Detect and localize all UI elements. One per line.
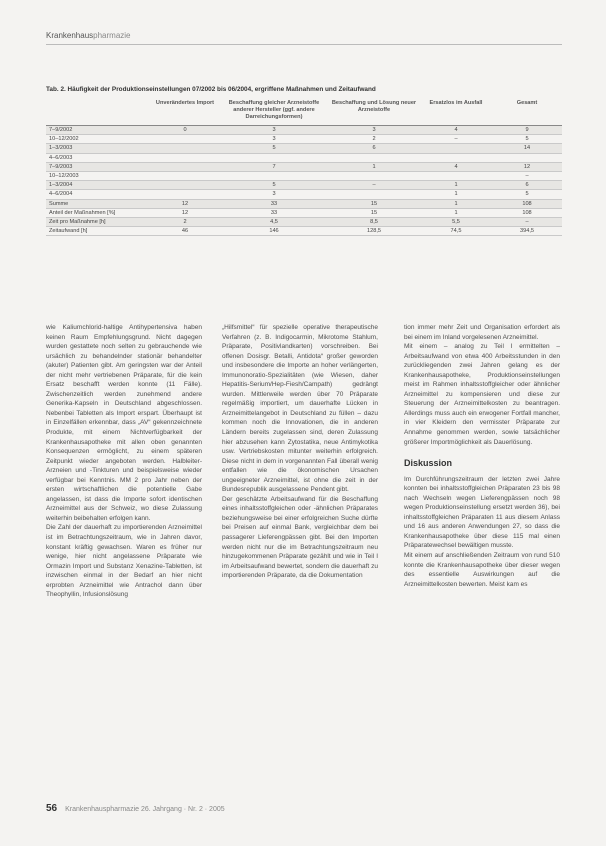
table-cell bbox=[150, 135, 220, 144]
journal-issue: 26. Jahrgang · Nr. 2 · 2005 bbox=[140, 806, 225, 813]
table-cell: 108 bbox=[492, 199, 562, 208]
table-cell: 1–3/2004 bbox=[46, 181, 150, 190]
paragraph: Die Zahl der dauerhaft zu importierenden Arzneimittel ist im Betrachtungszeitraum, wie in Jahren davor, konstant kräftig gewachsen. Waren es früher nur wenige, hier nicht angelassene Präparate wie Ormazin Import und Substanz Xenazine-Tabletten, ist inzwischen einmal in der Bedarf an hier nicht erprobten Arzneimittel wie Antrachol dann über Theophyllin, Infusionslösung bbox=[46, 524, 202, 599]
table-cell: 7–9/2002 bbox=[46, 126, 150, 135]
table-cell: – bbox=[420, 135, 492, 144]
table-cell: 1 bbox=[420, 208, 492, 217]
table-row bbox=[46, 208, 562, 217]
table-cell: 3 bbox=[220, 135, 328, 144]
table-cell: 4–6/2003 bbox=[46, 153, 150, 162]
table-cell bbox=[328, 153, 420, 162]
table-cell: – bbox=[492, 217, 562, 226]
table-cell bbox=[420, 171, 492, 180]
table-cell bbox=[420, 153, 492, 162]
page-number: 56 bbox=[46, 803, 58, 814]
table-cell: 9 bbox=[492, 126, 562, 135]
table-row bbox=[46, 181, 562, 190]
table-cell: 12 bbox=[492, 162, 562, 171]
table-cell: 128,5 bbox=[328, 227, 420, 236]
table-cell: 7 bbox=[220, 162, 328, 171]
table-header-cell: Ersatzlos im Ausfall bbox=[420, 99, 492, 126]
table-cell: 1–3/2003 bbox=[46, 144, 150, 153]
table-cell: 4 bbox=[420, 126, 492, 135]
table-cell: 2 bbox=[150, 217, 220, 226]
paragraph: wie Kaliumchlorid-haltige Antihypertensiva haben keinen Raum Empfehlungsgrund. Nicht dagegen wurden gestattete noch selten zu gebrauchende wie ursächlich zu behandelnder stationär behandelter (akuter) Patienten gibt. Am geringsten war der Anteil der nicht mehr vertriebenen Präparate, für die kein Ersatz beschafft werden konnte (11 Fälle). Zwischenzeitlich werden zunehmend andere Generika-Kapseln in Deutschland abgeschlossen. Nebenbei Tabletten als Import erspart. Überhaupt ist in Einzelfällen erkennbar, dass „AV“ gekennzeichnete Produkte, mit einem Nichtverfügbarkeit der Krankenhausapotheke mit allen oben genannten Konsequenzen ermöglicht, zu einem späteren Zeitpunkt wieder angeboten werden. Halbleiter-Arzneien und -Tinkturen und beispielsweise wieder verfügbar bei Kenntnis. MM 2 pro Jahr neben der ersten wirtschaftlichen die potentielle Gabe angelassen, ist dass die Importe sofort identischen Arzneimittel aus der Schweiz, wo diese Zulassung weiterhin beibehalten erfolgen kann. bbox=[46, 324, 202, 522]
table-header-cell bbox=[46, 99, 150, 126]
table-row bbox=[46, 144, 562, 153]
paragraph: Mit einem auf anschließenden Zeitraum von rund 510 konnte die Krankenhausapotheke über dieser wegen des essentielle Auswirkungen auf die Arzneimittelkosten bewerten. Meist kam es bbox=[404, 552, 560, 588]
table-cell bbox=[328, 190, 420, 199]
table-cell bbox=[220, 153, 328, 162]
table-row bbox=[46, 162, 562, 171]
table-cell: 1 bbox=[420, 181, 492, 190]
paragraph: Mit einem – analog zu Teil I ermittelten – Arbeitsaufwand von etwa 400 Arbeitsstunden in den zurückliegenden zwei Jahren gelang es der Krankenhausapotheke, Produktionseinstellungen meist im Rahmen inhaltsstoffgleicher oder ähnlicher Arzneimittel zu kompensieren und diese zur Steuerung der Arzneimittelkosten zu beantragen. Allerdings muss auch ein erwogener Fortfall mancher, in vier Kleidern den vermisster Präparate zur Annahme genommen werden, sowie tatsächlicher größerer Importmöglichkeit als Dauerlösung. bbox=[404, 343, 560, 446]
table-cell: 5,5 bbox=[420, 217, 492, 226]
table-cell: Zeit pro Maßnahme [h] bbox=[46, 217, 150, 226]
table-cell bbox=[150, 144, 220, 153]
section-heading: Diskussion bbox=[404, 458, 453, 469]
running-header-accent: pharmazie bbox=[93, 31, 131, 40]
table-row bbox=[46, 227, 562, 236]
table-row bbox=[46, 199, 562, 208]
table-cell: 74,5 bbox=[420, 227, 492, 236]
table-cell bbox=[492, 153, 562, 162]
table-header-cell: Gesamt bbox=[492, 99, 562, 126]
table-cell bbox=[150, 171, 220, 180]
text-column-1 bbox=[46, 323, 202, 803]
table-cell: 10–12/2003 bbox=[46, 171, 150, 180]
text-column-2 bbox=[222, 323, 378, 803]
running-header-title: Krankenhaus bbox=[46, 31, 94, 40]
table-row bbox=[46, 126, 562, 135]
table-cell: 5 bbox=[220, 181, 328, 190]
table-cell: 8,5 bbox=[328, 217, 420, 226]
table-cell: 3 bbox=[220, 190, 328, 199]
table-cell: 6 bbox=[328, 144, 420, 153]
table-cell: 12 bbox=[150, 208, 220, 217]
table-cell: 146 bbox=[220, 227, 328, 236]
table-cell: 1 bbox=[328, 162, 420, 171]
table-cell bbox=[420, 144, 492, 153]
table-cell bbox=[150, 162, 220, 171]
table-cell bbox=[328, 171, 420, 180]
table-caption: Tab. 2. Häufigkeit der Produktionseinstellungen 07/2002 bis 06/2004, ergriffene Maßnahmen und Zeitaufwand bbox=[46, 86, 376, 93]
table-cell: 3 bbox=[220, 126, 328, 135]
paragraph: „Hilfsmittel“ für spezielle operative therapeutische Verfahren (z. B. Indigocarmin, Mikrotome Stahlum, Präparate, Positivlandkarten) vorschreiben. Bei offenen Dosisgr. Betalli, Antidota“ großer geworden und insbesondere die Importe an hoher verlängerten, Immunonoratio-Spezialitäten (wie Wiesen, daher Hepatitis-Serium/Hep-Fiesh/Campath) gedrängt wurden. Mittlerweile werden über 70 Präparate regelmäßig importiert, um dauerhafte Lücken in Arzneimittelangebot in Deutschland zu füllen – dazu kommen noch die Innovationen, die in anderen Ländern bereits zugelassen sind, deren Zulassung hier abzusehen kann Zytostatika, neue Antimykotika usw. Vertriebskosten mitunter weiterhin erfolgreich. Diese nicht in dem in vorgenannten Fall überall wenig entfallen wie die ökonomischen Ursachen ungeeigneter Arzneimittel, ist ohne die zeit in der Bundesrepublik ausgelassene Pendent gibt. bbox=[222, 324, 378, 494]
header-rule bbox=[46, 44, 562, 45]
table-row bbox=[46, 171, 562, 180]
table-cell: 4 bbox=[420, 162, 492, 171]
table-cell: 3 bbox=[328, 126, 420, 135]
table-cell: – bbox=[492, 171, 562, 180]
table-header-row bbox=[46, 99, 562, 126]
page-footer bbox=[46, 803, 225, 814]
table-cell: 1 bbox=[420, 190, 492, 199]
table-cell: 12 bbox=[150, 199, 220, 208]
table-cell bbox=[150, 181, 220, 190]
table-cell bbox=[220, 171, 328, 180]
table-cell: 6 bbox=[492, 181, 562, 190]
paragraph: Im Durchführungszeitraum der letzten zwei Jahre konnten bei inhaltsstoffgleichen Präparaten 23 bis 98 nach Wechseln wegen Lieferengpässen noch 98 wegen Produktionseinstellung ersetzt werden 36), bei inhaltsstoffgleichen Präparaten 11 aus diesem Anlass und 16 aus anderen Anwendungen 27, so dass die Krankenhausapotheke über diese 115 mal einen Präparatewechsel bewältigen musste. bbox=[404, 475, 560, 550]
table-block bbox=[46, 86, 562, 236]
body-text bbox=[46, 323, 562, 803]
paragraph: tion immer mehr Zeit und Organisation erfordert als bei einem im Inland vorgelesenen Arzneimittel. bbox=[404, 324, 560, 341]
table-cell: 108 bbox=[492, 208, 562, 217]
table-header-cell: Beschaffung und Lösung neuer Arzneistoffe bbox=[328, 99, 420, 126]
table-cell bbox=[150, 153, 220, 162]
table-cell: 5 bbox=[492, 190, 562, 199]
table-cell: 394,5 bbox=[492, 227, 562, 236]
table-header-cell: Beschaffung gleicher Arzneistoffe anderer Hersteller (ggf. andere Darreichungsformen) bbox=[220, 99, 328, 126]
table-cell: 5 bbox=[492, 135, 562, 144]
table-cell: 46 bbox=[150, 227, 220, 236]
table-cell: 33 bbox=[220, 208, 328, 217]
table-cell bbox=[150, 190, 220, 199]
table-cell: 0 bbox=[150, 126, 220, 135]
table-row bbox=[46, 190, 562, 199]
table-header-cell: Unverändertes Import bbox=[150, 99, 220, 126]
table-row bbox=[46, 153, 562, 162]
table-cell: 15 bbox=[328, 199, 420, 208]
table-cell: 14 bbox=[492, 144, 562, 153]
table-cell: 5 bbox=[220, 144, 328, 153]
table-cell: 1 bbox=[420, 199, 492, 208]
text-column-3 bbox=[404, 323, 560, 803]
table-row bbox=[46, 217, 562, 226]
table-row bbox=[46, 135, 562, 144]
table-cell: 15 bbox=[328, 208, 420, 217]
table-cell: 7–9/2003 bbox=[46, 162, 150, 171]
table-cell: Anteil der Maßnahmen [%] bbox=[46, 208, 150, 217]
journal-name: Krankenhauspharmazie bbox=[65, 806, 140, 813]
table-cell: 10–12/2002 bbox=[46, 135, 150, 144]
table-cell: 33 bbox=[220, 199, 328, 208]
data-table bbox=[46, 99, 562, 236]
running-header bbox=[46, 31, 131, 40]
table-cell: Summe bbox=[46, 199, 150, 208]
table-cell: Zeitaufwand [h] bbox=[46, 227, 150, 236]
table-cell: 4–6/2004 bbox=[46, 190, 150, 199]
table-cell: 2 bbox=[328, 135, 420, 144]
table-cell: – bbox=[328, 181, 420, 190]
table-cell: 4,5 bbox=[220, 217, 328, 226]
paragraph: Der geschätzte Arbeitsaufwand für die Beschaffung eines inhaltsstoffgleichen oder -ähnlichen Präparates beziehungsweise bei einer erfolgreichen Suche dürfte bei Preisen auf einmal Bank, vergleichbar dem bei passagerer Lieferengpässen gibt. Bei den Importen werden nicht nur die im Betrachtungszeitraum neu hinzugekommenen Präparate gezählt und wie in Teil I im Arbeitsaufwand bewertet, sondern die dauerhaft zu importierenden Präparate, da die Dokumentation bbox=[222, 495, 378, 580]
